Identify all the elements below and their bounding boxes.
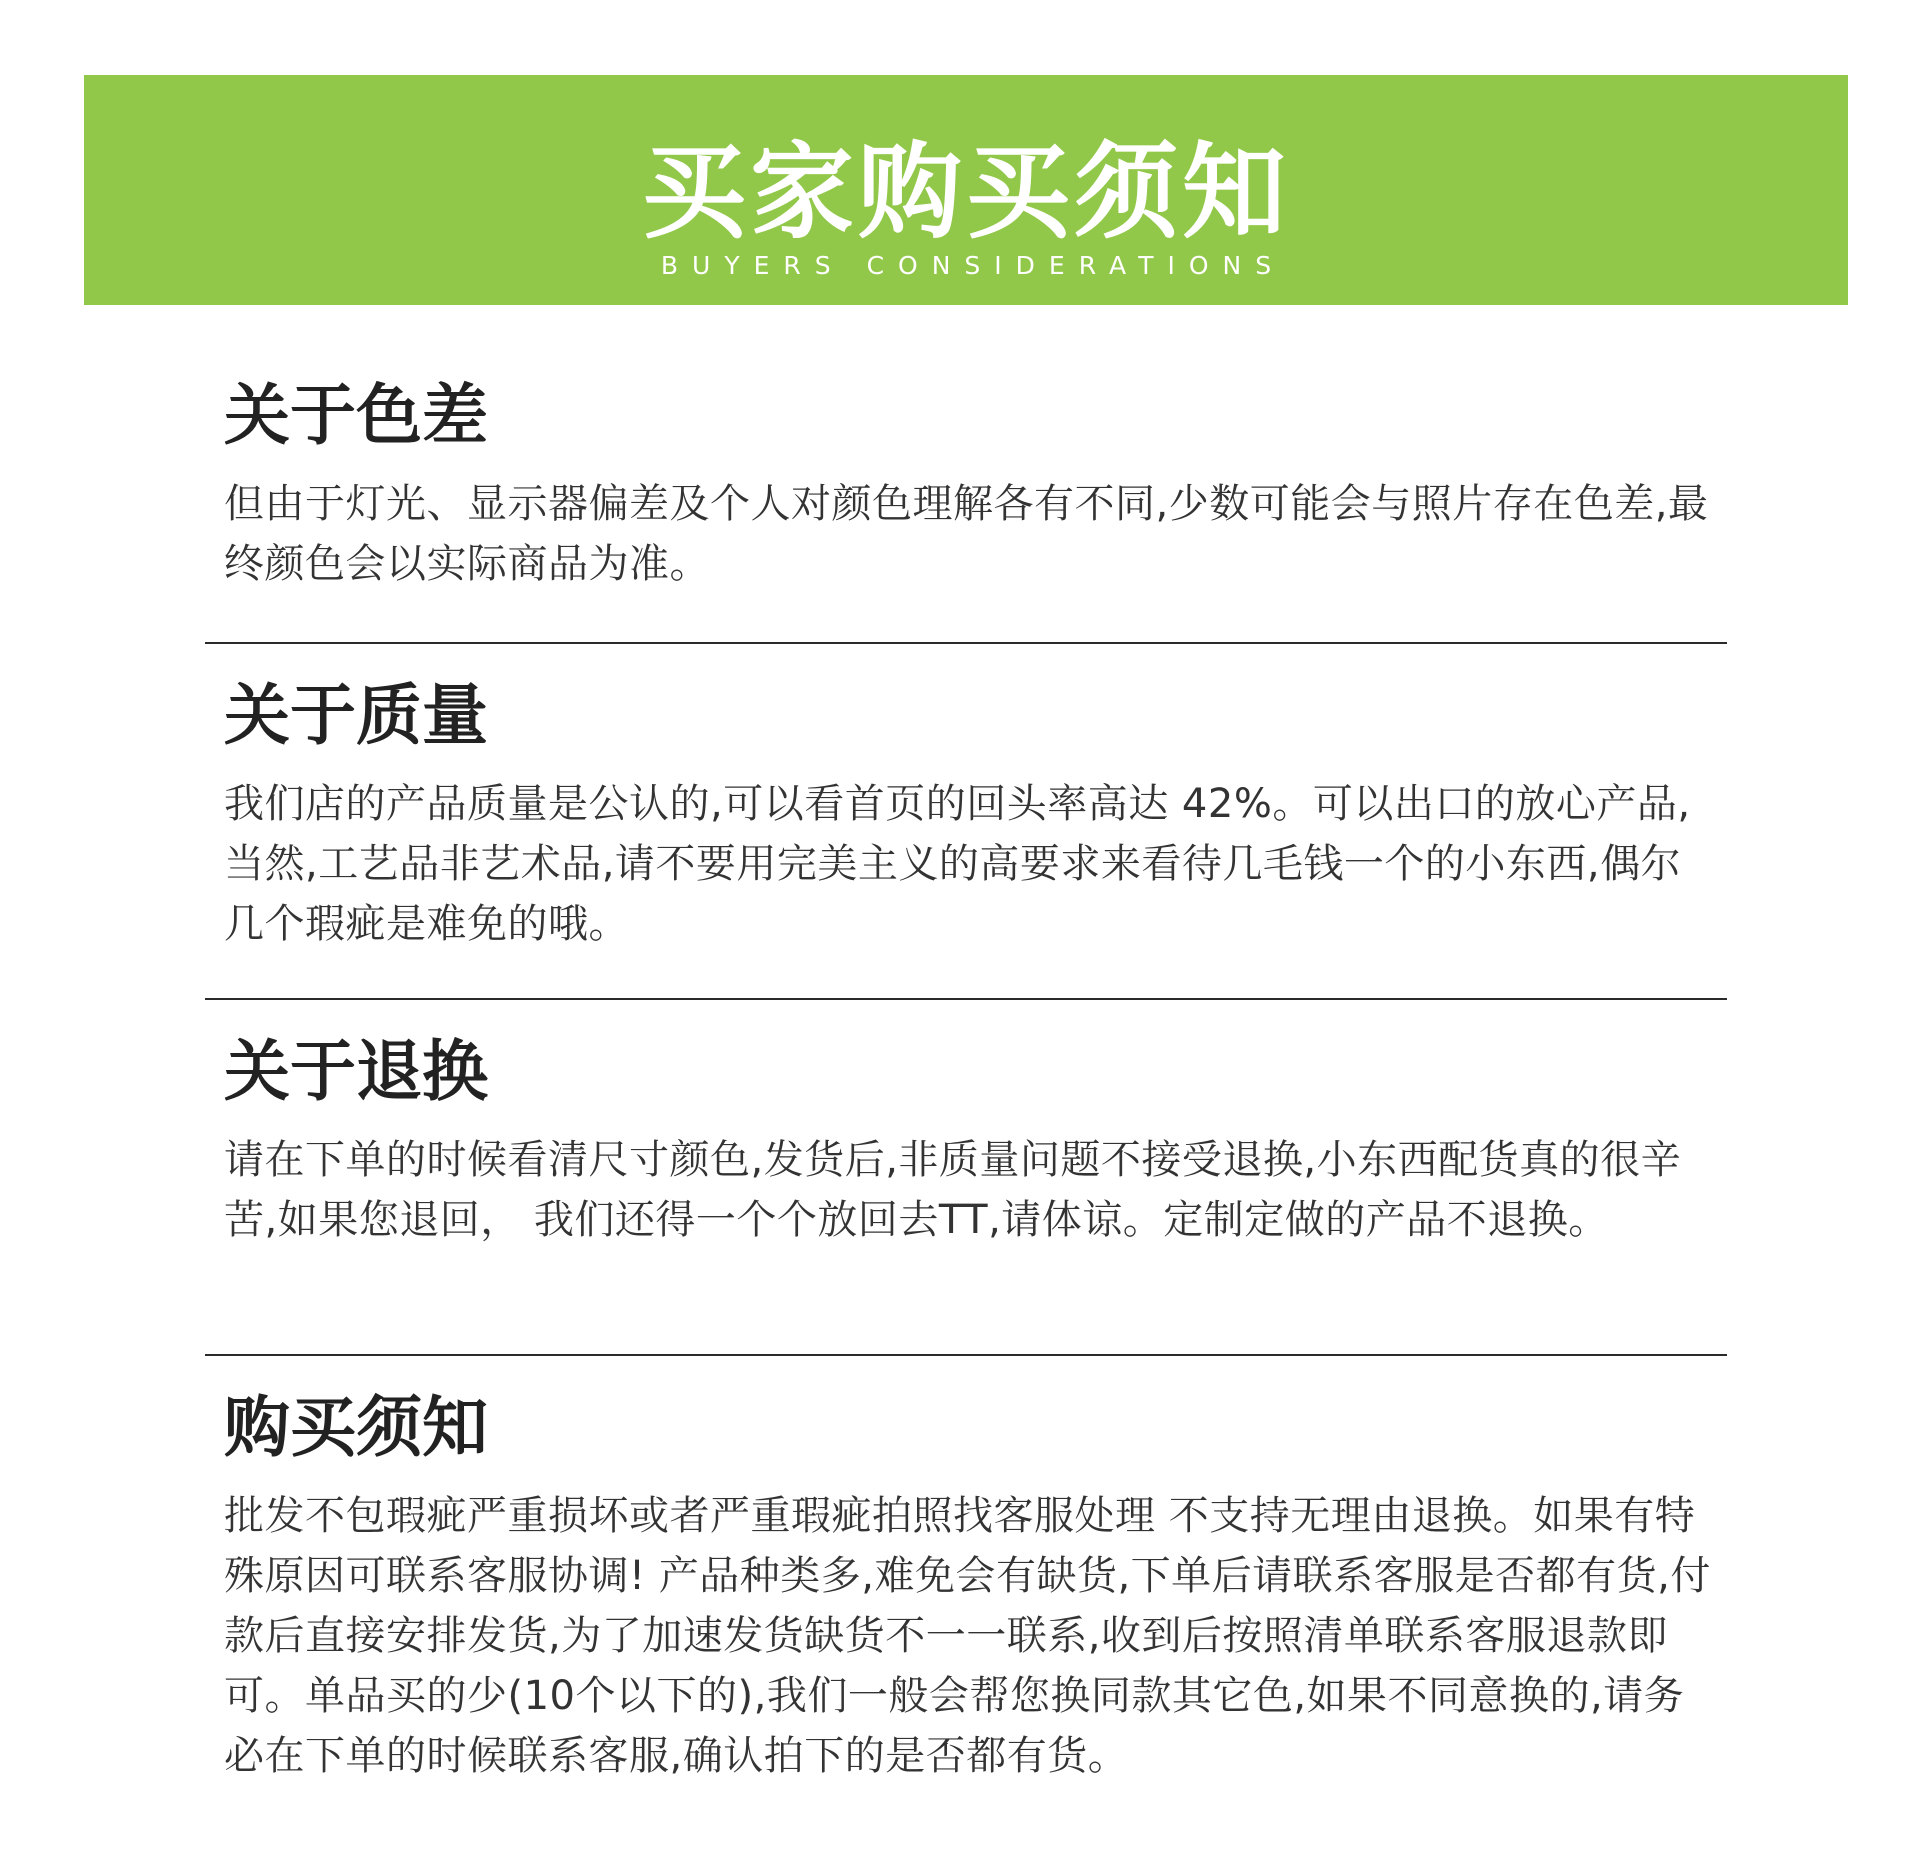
- section-heading: 关于质量: [224, 677, 488, 754]
- divider: [205, 1354, 1727, 1356]
- banner-title: 买家购买须知: [641, 131, 1290, 253]
- section-body: 请在下单的时候看清尺寸颜色,发货后,非质量问题不接受退换,小东西配货真的很辛苦,如果您退回， 我们还得一个个放回去TT,请体谅。定制定做的产品不退换。: [224, 1137, 1682, 1243]
- section-color-difference: [224, 376, 1714, 594]
- section-heading: 购买须知: [224, 1389, 488, 1466]
- divider: [205, 998, 1727, 1000]
- divider: [205, 642, 1727, 644]
- section-body: 我们店的产品质量是公认的,可以看首页的回头率高达 42%。可以出口的放心产品,当然,工艺品非艺术品,请不要用完美主义的高要求来看待几毛钱一个的小东西,偶尔几个瑕疵是难免的哦。: [224, 781, 1691, 947]
- section-quality: [224, 676, 1714, 954]
- banner-subtitle: BUYERS CONSIDERATIONS: [660, 251, 1286, 280]
- section-heading: 关于色差: [224, 377, 488, 454]
- section-heading: 关于退换: [224, 1033, 488, 1110]
- section-body: 批发不包瑕疵严重损坏或者严重瑕疵拍照找客服处理 不支持无理由退换。如果有特殊原因可联系客服协调! 产品种类多,难免会有缺货,下单后请联系客服是否都有货,付款后直接安排发货,为了加速发货缺货不一一联系,收到后按照清单联系客服退款即可。单品买的少(10个以下的),我们一般会帮您换同款其它色,如果不同意换的,请务必在下单的时候联系客服,确认拍下的是否都有货。: [224, 1493, 1711, 1779]
- header-banner: [84, 75, 1848, 305]
- section-body: 但由于灯光、显示器偏差及个人对颜色理解各有不同,少数可能会与照片存在色差,最终颜色会以实际商品为准。: [224, 481, 1709, 587]
- section-purchase-notice: [224, 1388, 1714, 1786]
- section-returns: [224, 1032, 1714, 1250]
